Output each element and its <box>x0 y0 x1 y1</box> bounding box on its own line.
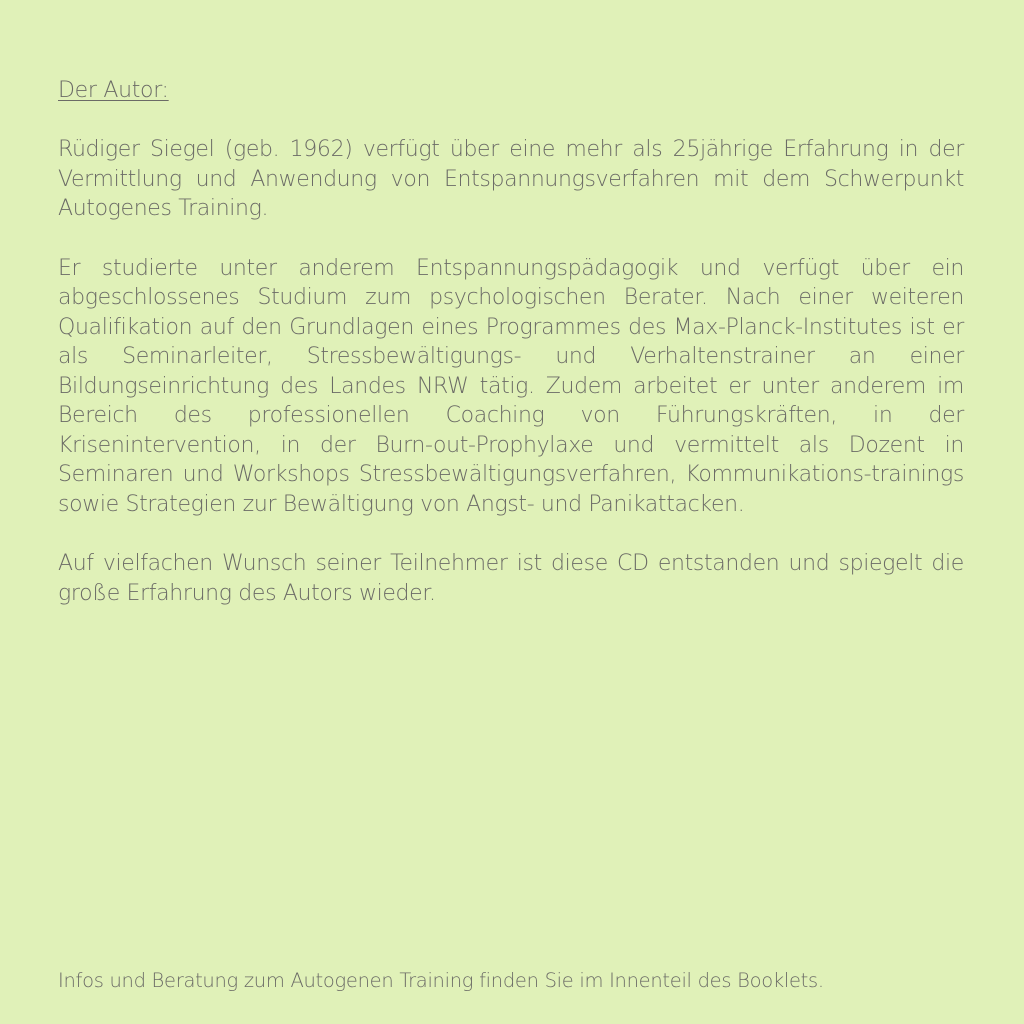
paragraph-cd: Auf vielfachen Wunsch seiner Teilnehmer ist diese CD entstanden und spiegelt die große Erfahrung des Autors wieder. <box>58 551 964 606</box>
document-body <box>58 76 964 638</box>
paragraph-intro: Rüdiger Siegel (geb. 1962) verfügt über eine mehr als 25jährige Erfahrung in der Vermittlung und Anwendung von Entspannungsverfahren mit dem Schwerpunkt Autogenes Training. <box>58 137 964 221</box>
author-heading: Der Autor: <box>58 78 169 103</box>
paragraph-career: Er studierte unter anderem Entspannungspädagogik und verfügt über ein abgeschlossenes Studium zum psychologischen Berater. Nach einer weiteren Qualifikation auf den Grundlagen eines Programmes des Max-Planck-Institutes ist er als Seminarleiter, Stressbewältigungs- und Verhaltenstrainer an einer Bildungseinrichtung des Landes NRW tätig. Zudem arbeitet er unter anderem im Bereich des professionellen Coaching von Führungskräften, in der Krisenintervention, in der Burn-out-Prophylaxe und vermittelt als Dozent in Seminaren und Workshops Stressbewältigungsverfahren, Kommunikations-trainings sowie Strategien zur Bewältigung von Angst- und Panikattacken. <box>58 255 964 517</box>
footer-note: Infos und Beratung zum Autogenen Training finden Sie im Innenteil des Booklets. <box>58 969 824 992</box>
